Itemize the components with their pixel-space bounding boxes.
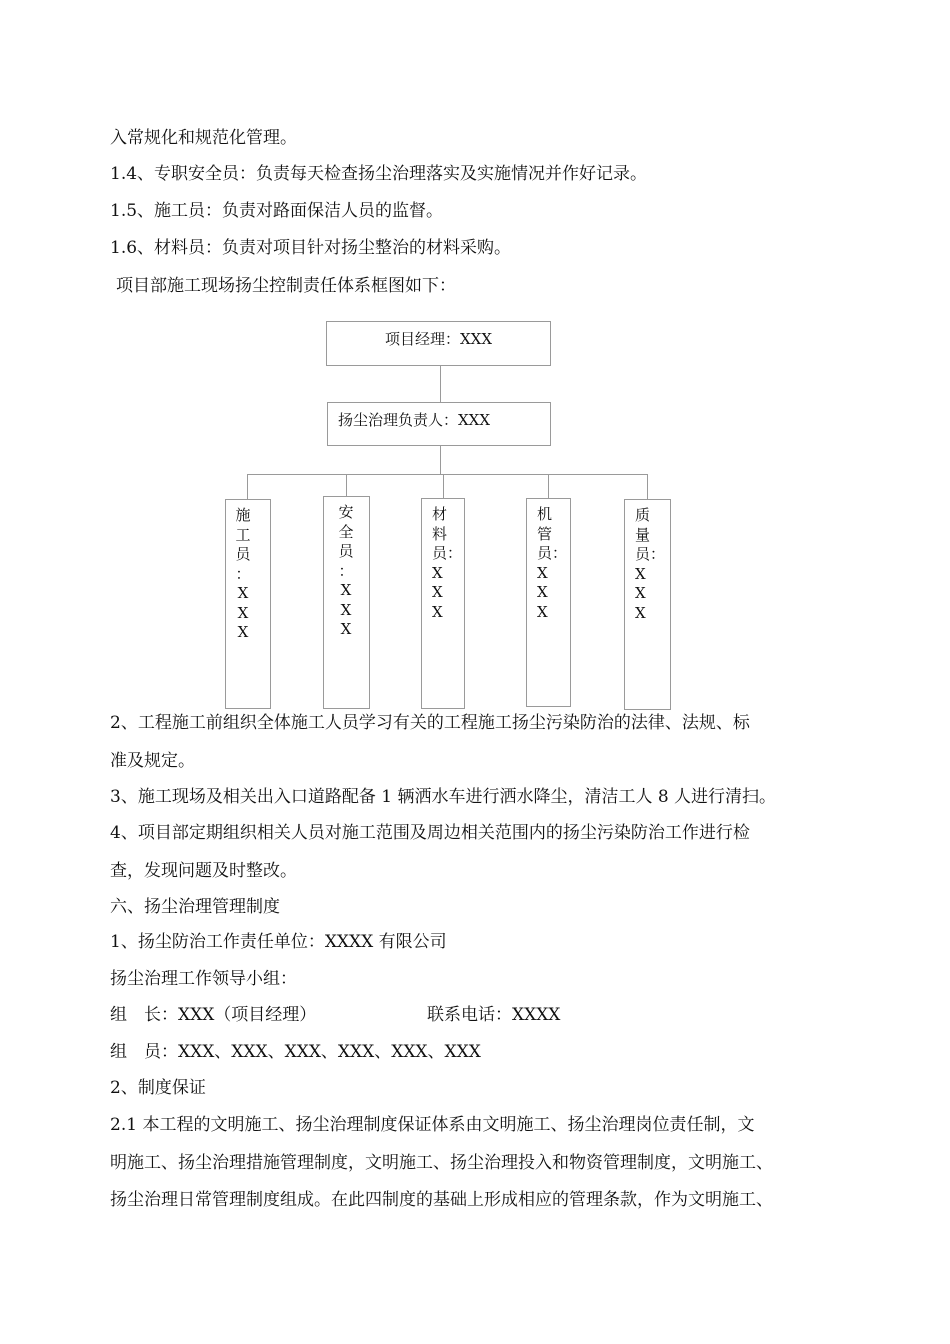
org-box-label: 安 全 员 ： X X X (338, 503, 354, 638)
paragraph: 2、工程施工前组织全体施工人员学习有关的工程施工扬尘污染防治的法律、法规、标 (110, 713, 750, 733)
org-box-label: 机 管 员： X X X (537, 505, 568, 621)
org-box-dust-lead (327, 402, 551, 446)
org-connector (346, 474, 347, 496)
org-box-safety-officer (323, 496, 370, 709)
org-box-label: 质 量 员： X X X (635, 506, 666, 622)
org-box-label: 施 工 员 ： X X X (235, 506, 251, 641)
paragraph: 1.6、材料员：负责对项目针对扬尘整治的材料采购。 (110, 238, 512, 258)
paragraph: 1.4、专职安全员：负责每天检查扬尘治理落实及实施情况并作好记录。 (110, 164, 648, 184)
org-box-construction-staff (225, 499, 271, 709)
org-connector (247, 474, 248, 499)
org-box-label: 材 料 员： X X X (432, 505, 463, 621)
paragraph: 准及规定。 (110, 751, 195, 771)
paragraph: 明施工、扬尘治理措施管理制度，文明施工、扬尘治理投入和物资管理制度，文明施工、 (110, 1153, 773, 1173)
org-box-project-manager (326, 321, 551, 366)
paragraph: 查，发现问题及时整改。 (110, 861, 297, 881)
org-connector (443, 474, 444, 498)
org-connector (548, 474, 549, 498)
contact-phone: 联系电话：XXXX (427, 1005, 561, 1025)
paragraph: 1、扬尘防治工作责任单位：XXXX 有限公司 (110, 932, 447, 952)
chart-caption: 项目部施工现场扬尘控制责任体系框图如下： (116, 276, 456, 296)
section-heading: 六、扬尘治理管理制度 (110, 897, 280, 917)
paragraph: 2、制度保证 (110, 1078, 206, 1098)
org-box-quality-officer (624, 499, 671, 710)
org-box-label: 扬尘治理负责人：XXX (338, 411, 491, 429)
paragraph: 3、施工现场及相关出入口道路配备 1 辆洒水车进行洒水降尘，清洁工人 8 人进行清扫。 (110, 787, 777, 807)
org-connector-horizontal (247, 474, 648, 475)
org-connector (440, 366, 441, 402)
leader-line: 组 长：XXX（项目经理） (110, 1005, 317, 1025)
org-box-equipment-officer (526, 498, 571, 707)
paragraph: 4、项目部定期组织相关人员对施工范围及周边相关范围内的扬尘污染防治工作进行检 (110, 823, 750, 843)
members-line: 组 员：XXX、XXX、XXX、XXX、XXX、XXX (110, 1042, 481, 1062)
paragraph: 扬尘治理日常管理制度组成。在此四制度的基础上形成相应的管理条款，作为文明施工、 (110, 1190, 773, 1210)
paragraph: 扬尘治理工作领导小组： (110, 969, 297, 989)
org-connector (647, 474, 648, 499)
org-box-label: 项目经理：XXX (385, 330, 493, 348)
org-box-materials-officer (421, 498, 465, 709)
paragraph: 2.1 本工程的文明施工、扬尘治理制度保证体系由文明施工、扬尘治理岗位责任制，文 (110, 1115, 755, 1135)
paragraph: 1.5、施工员：负责对路面保洁人员的监督。 (110, 201, 444, 221)
paragraph: 入常规化和规范化管理。 (110, 128, 297, 148)
org-connector (440, 446, 441, 474)
